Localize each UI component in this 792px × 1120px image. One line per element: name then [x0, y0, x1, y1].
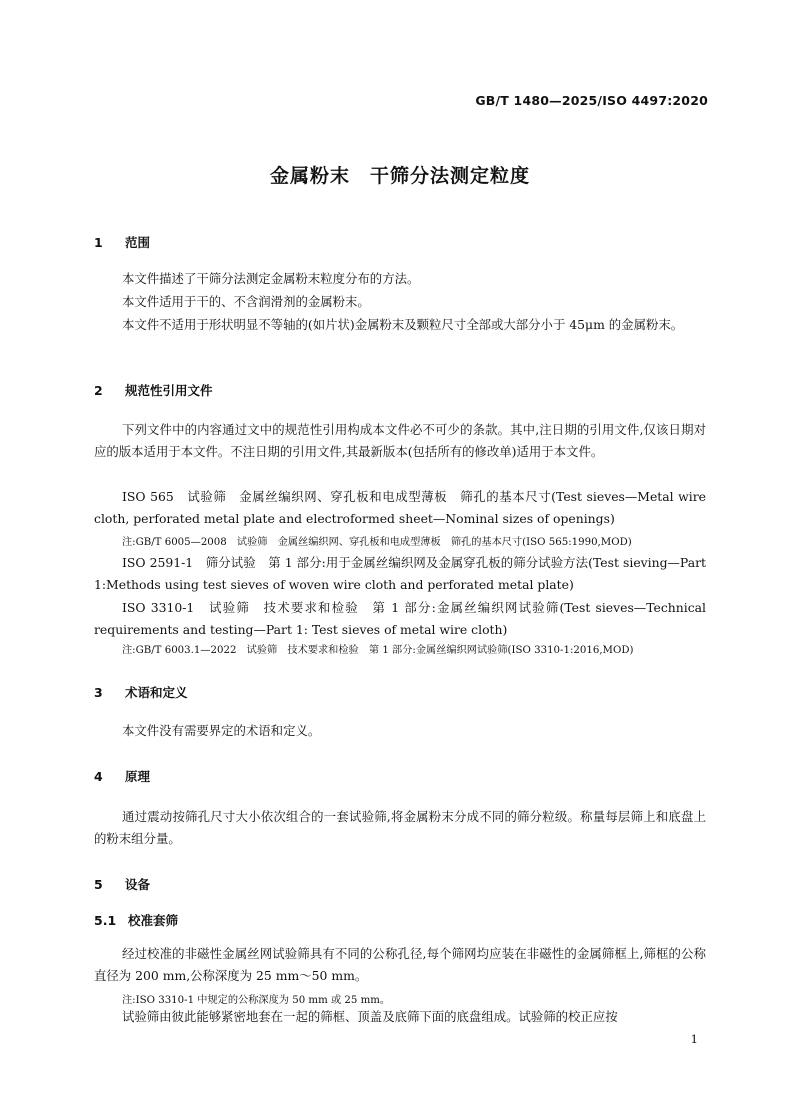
- terms-paragraph: 本文件没有需要界定的术语和定义。: [122, 723, 321, 738]
- note-gbt-6003-1: 注:GB/T 6003.1—2022 试验筛 技术要求和检验 第 1 部分:金属丝编织网试验筛(ISO 3310-1:2016,MOD): [122, 645, 634, 656]
- reference-iso-3310-1: ISO 3310-1 试验筛 技术要求和检验 第 1 部分:金属丝编织网试验筛(Test sieves—Technical requirements and testing—Part 1: Test sieves of metal wire cloth): [94, 600, 706, 637]
- section-4-heading: [94, 767, 150, 785]
- section-title: 设备: [125, 877, 151, 892]
- section-number: 3: [94, 685, 103, 700]
- scope-paragraph-1: 本文件描述了干筛分法测定金属粉末粒度分布的方法。: [122, 271, 420, 286]
- subsection-title: 校准套筛: [128, 913, 179, 928]
- calibrated-sieves-paragraph: 经过校准的非磁性金属丝网试验筛具有不同的公称孔径,每个筛网均应装在非磁性的金属筛框上,筛框的公称直径为 200 mm,公称深度为 25 mm～50 mm。: [94, 946, 706, 983]
- references-intro: 下列文件中的内容通过文中的规范性引用构成本文件必不可少的条款。其中,注日期的引用文件,仅该日期对应的版本适用于本文件。不注日期的引用文件,其最新版本(包括所有的修改单)适用于本文件。: [94, 422, 706, 459]
- section-3-heading: [94, 683, 188, 701]
- section-5-heading: [94, 875, 150, 893]
- section-number: 2: [94, 383, 103, 398]
- document-code: GB/T 1480—2025/ISO 4497:2020: [475, 93, 708, 108]
- sieve-assembly-paragraph: 试验筛由彼此能够紧密地套在一起的筛框、顶盖及底筛下面的底盘组成。试验筛的校正应按: [122, 1009, 618, 1024]
- note-nominal-depth: 注:ISO 3310-1 中规定的公称深度为 50 mm 或 25 mm。: [122, 995, 391, 1006]
- principle-paragraph: 通过震动按筛孔尺寸大小依次组合的一套试验筛,将金属粉末分成不同的筛分粒级。称量每层筛上和底盘上的粉末组分量。: [94, 809, 706, 846]
- section-title: 规范性引用文件: [125, 383, 213, 398]
- section-title: 术语和定义: [125, 685, 188, 700]
- section-2-heading: [94, 381, 213, 399]
- section-number: 5: [94, 877, 103, 892]
- subsection-5-1-heading: [94, 911, 178, 929]
- scope-paragraph-3: 本文件不适用于形状明显不等轴的(如片状)金属粉末及颗粒尺寸全部或大部分小于 45μm 的金属粉末。: [122, 317, 684, 332]
- reference-iso-2591-1: ISO 2591-1 筛分试验 第 1 部分:用于金属丝编织网及金属穿孔板的筛分试验方法(Test sieving—Part 1:Methods using test sieves of woven wire cloth and perforated metal plate): [94, 555, 706, 592]
- note-gbt-6005: 注:GB/T 6005—2008 试验筛 金属丝编织网、穿孔板和电成型薄板 筛孔的基本尺寸(ISO 565:1990,MOD): [122, 537, 632, 548]
- section-title: 原理: [125, 769, 151, 784]
- scope-paragraph-2: 本文件适用于干的、不含润滑剂的金属粉末。: [122, 294, 370, 309]
- section-title: 范围: [125, 235, 151, 250]
- reference-iso-565: ISO 565 试验筛 金属丝编织网、穿孔板和电成型薄板 筛孔的基本尺寸(Test sieves—Metal wire cloth, perforated metal plate and electroformed sheet—Nominal sizes of openings): [94, 489, 706, 526]
- section-number: 1: [94, 235, 103, 250]
- section-number: 4: [94, 769, 103, 784]
- section-1-heading: [94, 233, 150, 251]
- document-title: 金属粉末 干筛分法测定粒度: [269, 165, 530, 187]
- subsection-number: 5.1: [94, 913, 117, 928]
- page-number: 1: [690, 1032, 698, 1046]
